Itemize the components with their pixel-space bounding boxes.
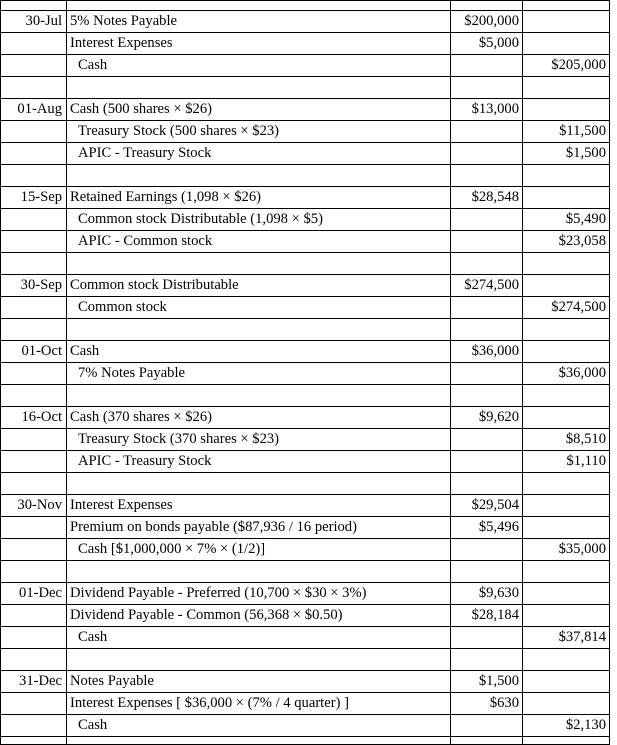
blank-cell[interactable] [67, 561, 451, 583]
debit-cell[interactable]: $5,000 [451, 33, 523, 55]
debit-cell[interactable] [451, 231, 523, 253]
debit-cell[interactable] [451, 627, 523, 649]
debit-cell[interactable]: $9,620 [451, 407, 523, 429]
credit-cell[interactable]: $1,500 [523, 143, 610, 165]
entry-date-cell[interactable] [1, 209, 67, 231]
blank-row [1, 319, 610, 341]
account-cell[interactable]: Interest Expenses [ $36,000 × (7% / 4 quarter) ] [67, 693, 451, 715]
blank-row [1, 253, 610, 275]
blank-row [1, 737, 610, 745]
blank-cell[interactable] [1, 737, 67, 745]
debit-cell[interactable]: $28,184 [451, 605, 523, 627]
blank-cell[interactable] [523, 649, 610, 671]
entry-date-cell[interactable] [1, 231, 67, 253]
journal-row [1, 583, 610, 605]
debit-cell[interactable] [451, 715, 523, 737]
journal-row [1, 209, 610, 231]
entry-date-cell[interactable] [1, 539, 67, 561]
account-cell[interactable]: Cash [67, 55, 451, 77]
account-cell[interactable]: 7% Notes Payable [67, 363, 451, 385]
blank-cell[interactable] [523, 473, 610, 495]
account-cell[interactable]: Dividend Payable - Common (56,368 × $0.50) [67, 605, 451, 627]
journal-row [1, 231, 610, 253]
blank-cell[interactable] [67, 737, 451, 745]
credit-cell[interactable] [523, 693, 610, 715]
blank-cell[interactable] [1, 473, 67, 495]
blank-cell[interactable] [67, 1, 451, 11]
blank-cell[interactable] [451, 77, 523, 99]
debit-cell[interactable]: $200,000 [451, 11, 523, 33]
debit-cell[interactable]: $13,000 [451, 99, 523, 121]
account-cell[interactable]: APIC - Common stock [67, 231, 451, 253]
blank-cell[interactable] [523, 165, 610, 187]
blank-cell[interactable] [1, 319, 67, 341]
blank-cell[interactable] [523, 1, 610, 11]
entry-date-cell[interactable] [1, 121, 67, 143]
account-cell[interactable]: Dividend Payable - Preferred (10,700 × $30 × 3%) [67, 583, 451, 605]
blank-cell[interactable] [523, 319, 610, 341]
credit-cell[interactable] [523, 33, 610, 55]
debit-cell[interactable]: $5,496 [451, 517, 523, 539]
entry-date-cell[interactable] [1, 363, 67, 385]
account-cell[interactable]: Interest Expenses [67, 33, 451, 55]
credit-cell[interactable]: $8,510 [523, 429, 610, 451]
credit-cell[interactable]: $23,058 [523, 231, 610, 253]
account-cell[interactable]: Common stock Distributable (1,098 × $5) [67, 209, 451, 231]
debit-cell[interactable]: $28,548 [451, 187, 523, 209]
credit-cell[interactable] [523, 275, 610, 297]
blank-row [1, 77, 610, 99]
credit-cell[interactable] [523, 11, 610, 33]
entry-date-cell[interactable] [1, 33, 67, 55]
credit-cell[interactable] [523, 341, 610, 363]
credit-cell[interactable] [523, 407, 610, 429]
credit-cell[interactable] [523, 605, 610, 627]
blank-cell[interactable] [451, 737, 523, 745]
journal-row [1, 275, 610, 297]
blank-cell[interactable] [1, 561, 67, 583]
debit-cell[interactable] [451, 55, 523, 77]
debit-cell[interactable] [451, 363, 523, 385]
debit-cell[interactable] [451, 429, 523, 451]
credit-cell[interactable] [523, 583, 610, 605]
debit-cell[interactable] [451, 143, 523, 165]
debit-cell[interactable] [451, 539, 523, 561]
blank-row [1, 165, 610, 187]
journal-row [1, 517, 610, 539]
debit-cell[interactable] [451, 121, 523, 143]
blank-cell[interactable] [451, 319, 523, 341]
entry-date-cell[interactable] [1, 143, 67, 165]
entry-date-cell[interactable] [1, 693, 67, 715]
blank-cell[interactable] [1, 165, 67, 187]
journal-row [1, 11, 610, 33]
entry-date-cell[interactable] [1, 605, 67, 627]
credit-cell[interactable] [523, 517, 610, 539]
account-cell[interactable]: Cash [67, 341, 451, 363]
debit-cell[interactable]: $630 [451, 693, 523, 715]
journal-row [1, 693, 610, 715]
account-cell[interactable]: 5% Notes Payable [67, 11, 451, 33]
journal-row [1, 451, 610, 473]
journal-row [1, 627, 610, 649]
entry-date-cell[interactable] [1, 627, 67, 649]
account-cell[interactable]: APIC - Treasury Stock [67, 143, 451, 165]
account-cell[interactable]: Premium on bonds payable ($87,936 / 16 period) [67, 517, 451, 539]
credit-cell[interactable]: $1,110 [523, 451, 610, 473]
account-cell[interactable]: Cash (500 shares × $26) [67, 99, 451, 121]
blank-cell[interactable] [523, 561, 610, 583]
credit-cell[interactable] [523, 99, 610, 121]
entry-date-cell[interactable]: 01-Oct [1, 341, 67, 363]
entry-date-cell[interactable]: 30-Jul [1, 11, 67, 33]
blank-cell[interactable] [67, 649, 451, 671]
debit-cell[interactable] [451, 209, 523, 231]
entry-date-cell[interactable] [1, 715, 67, 737]
credit-cell[interactable]: $5,490 [523, 209, 610, 231]
journal-row [1, 495, 610, 517]
journal-row [1, 363, 610, 385]
blank-row [1, 649, 610, 671]
account-cell[interactable]: Cash (370 shares × $26) [67, 407, 451, 429]
journal-row [1, 297, 610, 319]
entry-date-cell[interactable] [1, 55, 67, 77]
account-cell[interactable]: Cash [67, 627, 451, 649]
blank-cell[interactable] [67, 319, 451, 341]
journal-entries-body [1, 1, 610, 745]
entry-date-cell[interactable]: 30-Nov [1, 495, 67, 517]
credit-cell[interactable] [523, 495, 610, 517]
account-cell[interactable]: Cash [67, 715, 451, 737]
entry-date-cell[interactable] [1, 297, 67, 319]
blank-cell[interactable] [67, 253, 451, 275]
account-cell[interactable]: Notes Payable [67, 671, 451, 693]
journal-row [1, 407, 610, 429]
credit-cell[interactable]: $205,000 [523, 55, 610, 77]
blank-cell[interactable] [67, 473, 451, 495]
blank-cell[interactable] [451, 385, 523, 407]
journal-row [1, 187, 610, 209]
debit-cell[interactable]: $29,504 [451, 495, 523, 517]
account-cell[interactable]: Common stock [67, 297, 451, 319]
entry-date-cell[interactable] [1, 517, 67, 539]
debit-cell[interactable] [451, 297, 523, 319]
blank-cell[interactable] [451, 561, 523, 583]
credit-cell[interactable]: $2,130 [523, 715, 610, 737]
blank-cell[interactable] [67, 77, 451, 99]
account-cell[interactable]: Interest Expenses [67, 495, 451, 517]
credit-cell[interactable] [523, 187, 610, 209]
journal-row [1, 341, 610, 363]
entry-date-cell[interactable] [1, 451, 67, 473]
blank-cell[interactable] [451, 649, 523, 671]
blank-cell[interactable] [523, 385, 610, 407]
debit-cell[interactable]: $274,500 [451, 275, 523, 297]
entry-date-cell[interactable] [1, 429, 67, 451]
blank-cell[interactable] [451, 473, 523, 495]
entry-date-cell[interactable]: 15-Sep [1, 187, 67, 209]
account-cell[interactable]: Common stock Distributable [67, 275, 451, 297]
entry-date-cell[interactable]: 01-Dec [1, 583, 67, 605]
blank-cell[interactable] [1, 253, 67, 275]
account-cell[interactable]: Cash [$1,000,000 × 7% × (1/2)] [67, 539, 451, 561]
blank-cell[interactable] [523, 253, 610, 275]
account-cell[interactable]: Treasury Stock (370 shares × $23) [67, 429, 451, 451]
entry-date-cell[interactable]: 31-Dec [1, 671, 67, 693]
entry-date-cell[interactable]: 16-Oct [1, 407, 67, 429]
journal-row [1, 539, 610, 561]
journal-row [1, 143, 610, 165]
blank-cell[interactable] [1, 77, 67, 99]
blank-row [1, 385, 610, 407]
credit-cell[interactable]: $36,000 [523, 363, 610, 385]
blank-cell[interactable] [67, 385, 451, 407]
journal-row [1, 55, 610, 77]
account-cell[interactable]: APIC - Treasury Stock [67, 451, 451, 473]
credit-cell[interactable]: $37,814 [523, 627, 610, 649]
blank-cell[interactable] [451, 1, 523, 11]
blank-cell[interactable] [67, 165, 451, 187]
blank-cell[interactable] [451, 165, 523, 187]
journal-row [1, 33, 610, 55]
blank-cell[interactable] [451, 253, 523, 275]
blank-row [1, 561, 610, 583]
journal-row [1, 605, 610, 627]
journal-row [1, 715, 610, 737]
blank-row [1, 1, 610, 11]
debit-cell[interactable]: $9,630 [451, 583, 523, 605]
blank-cell[interactable] [523, 77, 610, 99]
entry-date-cell[interactable]: 30-Sep [1, 275, 67, 297]
journal-row [1, 429, 610, 451]
debit-cell[interactable]: $36,000 [451, 341, 523, 363]
credit-cell[interactable]: $11,500 [523, 121, 610, 143]
blank-cell[interactable] [1, 1, 67, 11]
blank-row [1, 473, 610, 495]
entry-date-cell[interactable]: 01-Aug [1, 99, 67, 121]
credit-cell[interactable]: $35,000 [523, 539, 610, 561]
account-cell[interactable]: Treasury Stock (500 shares × $23) [67, 121, 451, 143]
debit-cell[interactable] [451, 451, 523, 473]
credit-cell[interactable]: $274,500 [523, 297, 610, 319]
blank-cell[interactable] [1, 385, 67, 407]
journal-row [1, 99, 610, 121]
debit-cell[interactable]: $1,500 [451, 671, 523, 693]
credit-cell[interactable] [523, 671, 610, 693]
blank-cell[interactable] [1, 649, 67, 671]
account-cell[interactable]: Retained Earnings (1,098 × $26) [67, 187, 451, 209]
journal-row [1, 671, 610, 693]
journal-row [1, 121, 610, 143]
blank-cell[interactable] [523, 737, 610, 745]
